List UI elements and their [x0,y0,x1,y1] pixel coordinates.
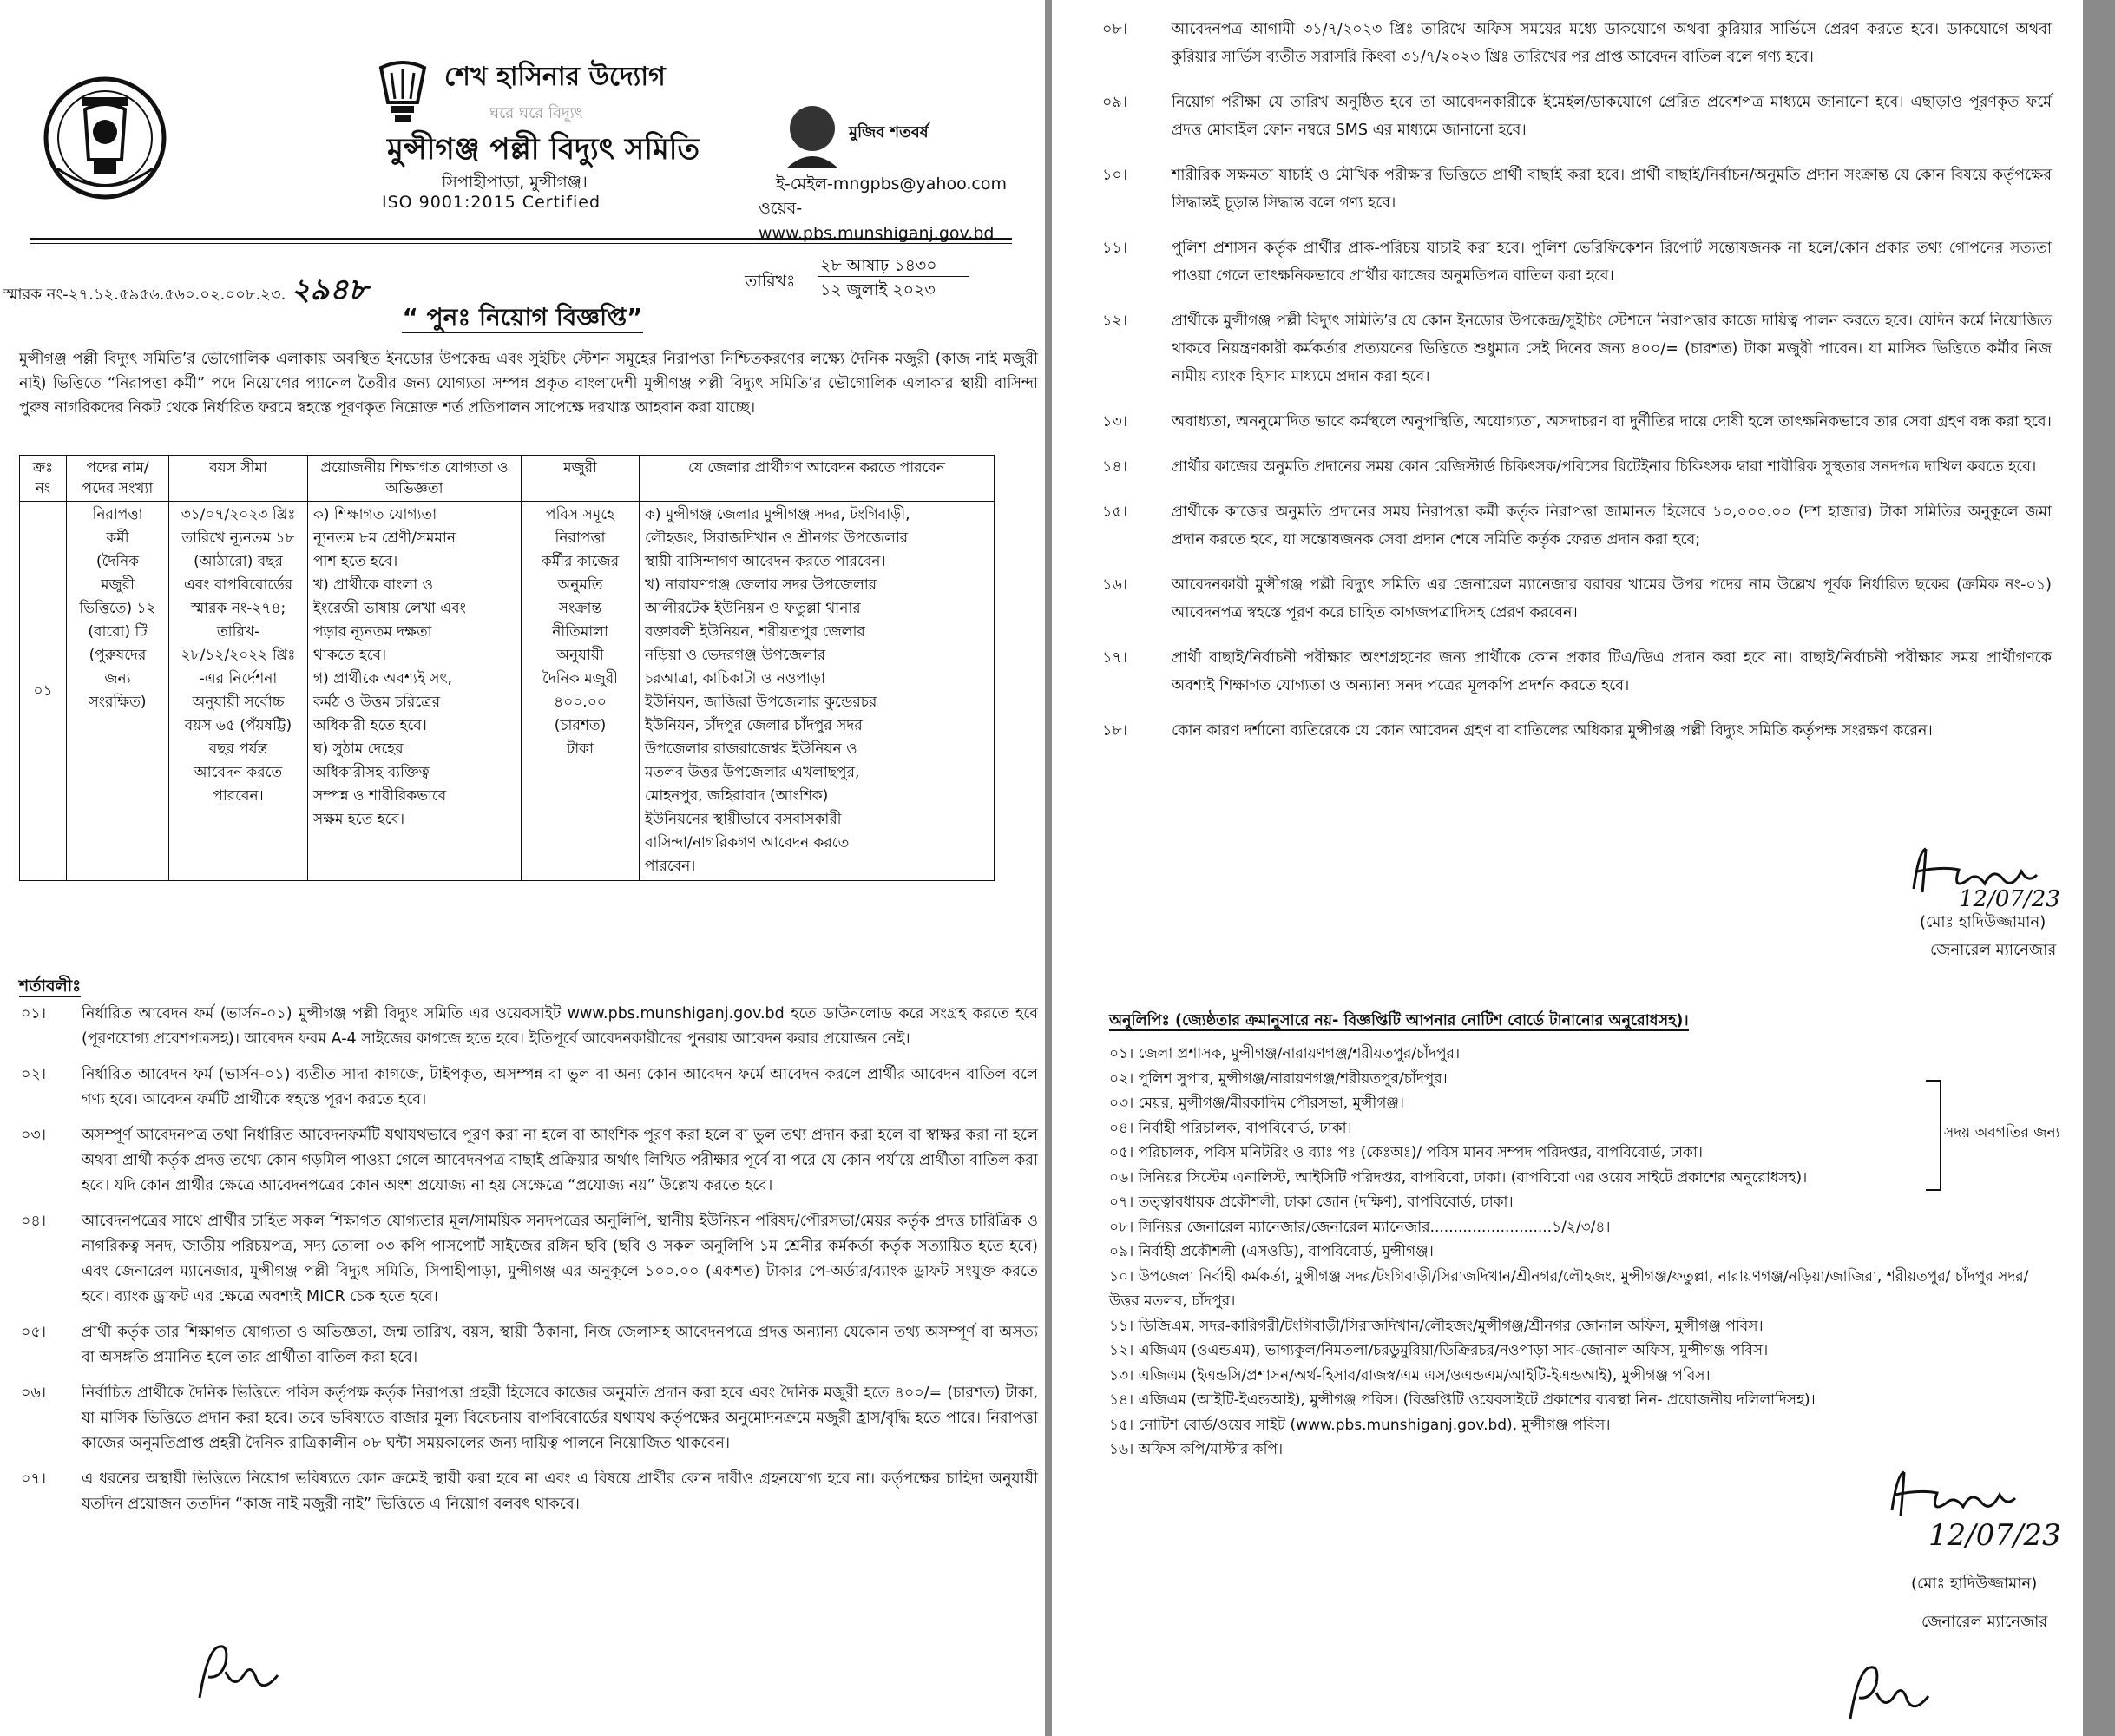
cell-line: স্মারক নং-২৭৪; [190,600,286,617]
notice-page-1 [0,0,1045,1736]
cell-line: ঘ) সুঠাম দেহের [313,740,404,758]
cell-line: (বারো) টি [88,623,148,641]
condition-number: ০৭। [21,1470,47,1488]
cell-line: মজুরী [101,576,135,594]
condition-number: ১৪। [1102,458,1127,476]
gm-signature-2 [1885,1467,2076,1554]
condition-number: ০৬। [21,1384,47,1402]
condition-item [12,1467,1038,1517]
initiative-subtitle: ঘরে ঘরে বিদ্যুৎ [489,104,583,122]
iso-certification: ISO 9001:2015 Certified [382,193,601,212]
condition-item [12,1381,1038,1457]
notice-title-text: “ পুনঃ নিয়োগ বিজ্ঞপ্তি” [402,303,643,332]
cell-line: নীতিমালা [552,623,608,641]
cell-line: নিরাপত্তা [555,529,606,547]
condition-text: নির্ধারিত আবেদন ফর্ম (ভার্সন-০১) মুন্সীগঞ্জ পল্লী বিদ্যুৎ সমিতি এর ওয়েবসাইট www.pbs.munshiganj.gov.bd হতে ডাউনলোড করে সংগ্রহ করতে হবে (পূরণযোগ্য প্রবেশপত্রসহ)। আবেদন ফরম A-4 সাইজের কাগজে হতে হবে। ইতিপূর্বে আবেদনকারীদের পুনরায় আবেদন করার প্রয়োজন নেই। [82,1005,1038,1048]
cell-wage [522,502,640,881]
condition-number: ০৯। [1102,94,1127,111]
intro-paragraph: মুন্সীগঞ্জ পল্লী বিদ্যুৎ সমিতি’র ভৌগোলিক এলাকায় অবস্থিত ইনডোর উপকেন্দ্র এবং সুইচিং স্টেশন সমূহের নিরাপত্তা নিশ্চিতকরণের লক্ষ্যে দৈনিক মজুরী (কাজ নাই মজুরী নাই) ভিত্তিতে “নিরাপত্তা কর্মী” পদে নিয়োগের প্যানেল তৈরীর জন্য যোগ্যতা সম্পন্ন প্রকৃত বাংলাদেশী মুন্সীগঞ্জ পল্লী বিদ্যুৎ সমিতি’র ভৌগোলিক এলাকার স্থায়ী বাসিন্দা পুরুষ নাগরিকদের নিকট থেকে নির্ধারিত ফরমে স্বহস্তে পূরণকৃত নিম্নোক্ত শর্ত প্রতিপালন সাপেক্ষে দরখাস্ত আহবান করা যাচ্ছে। [19,351,1038,417]
svg-text:12/07/23: 12/07/23 [1928,1518,2061,1553]
condition-text: নিয়োগ পরীক্ষা যে তারিখ অনুষ্ঠিত হবে তা আবেদনকারীকে ইমেইল/ডাকযোগে প্রেরিত প্রবেশপত্র মাধ্যমে জানানো হবে। এছাড়াও পূরণকৃত ফর্মে প্রদত্ত মোবাইল ফোন নম্বরে SMS এর মাধ্যমে জানানো হবে। [1172,94,2052,139]
cell-qualification [308,502,522,881]
list-item: ১৪। এজিএম (আইটি-ইএন্ডআই), মুন্সীগঞ্জ পবিস। (বিজ্ঞপ্তিটি ওয়েবসাইটে প্রকাশের ব্যবস্থা নিন- প্রয়োজনীয় দলিলাদিসহ)। [1109,1391,1816,1409]
condition-text: প্রার্থীর কাজের অনুমতি প্রদানের সময় কোন রেজিস্টার্ড চিকিৎসক/পবিসের রিটেইনার চিকিৎসক দ্বারা শারীরিক সুস্থতার সনদপত্র দাখিল করতে হবে। [1172,458,2037,476]
cell-line: ২৮/১২/২০২২ খ্রিঃ [181,647,296,664]
conditions-heading [19,974,81,1002]
condition-number: ১৩। [1102,413,1127,431]
cell-line: থাকতে হবে। [313,647,387,664]
mujib-centenary-logo [778,99,929,168]
list-item: ১৬। অফিস কপি/মাস্টার কপি। [1109,1441,1284,1458]
cell-line: -এর নির্দেশনা [199,670,278,687]
condition-item [1087,16,2052,71]
condition-text: আবেদনকারী মুন্সীগঞ্জ পল্লী বিদ্যুৎ সমিতি এর জেনারেল ম্যানেজার বরাবর খামের উপর পদের নাম উল্লেখ পূর্বক নির্ধারিত ছকের (ক্রমিক নং-০১) আবেদনপত্র স্বহস্তে পূরণ করে চাহিত কাগজপত্রাদিসহ প্রেরণ করবেন। [1172,576,2052,621]
col-age: বয়স সীমা [169,456,308,502]
post-details-table [19,455,995,881]
cell-line: নড়িয়া ও ভেদরগঞ্জ উপজেলার [645,647,826,664]
condition-item [1087,234,2052,290]
condition-number: ০৫। [21,1324,46,1341]
copy-list [1109,1042,2029,1463]
cell-line: তারিখে ন্যূনতম ১৮ [181,529,295,547]
condition-number: ১৮। [1102,722,1127,740]
cell-line: টাকা [566,740,594,758]
cell-line: পারবেন। [645,858,696,875]
letterhead [30,0,1012,260]
cell-line: (পুরুষদের [89,647,147,664]
condition-item [1087,498,2052,554]
list-item: ১২। এজিএম (ওএন্ডএম), ভাগ্যকুল/নিমতলা/চরডুমুরিয়া/ডিক্রিরচর/নওপাড়া সাব-জোনাল অফিস, মুন্সীগঞ্জ পবিস। [1109,1342,1769,1359]
condition-item [1087,408,2052,436]
initiative-title: শেখ হাসিনার উদ্যোগ [444,62,666,92]
cell-line: খ) প্রার্থীকে বাংলা ও [313,576,434,594]
condition-text: পুলিশ প্রশাসন কর্তৃক প্রার্থীর প্রাক-পরিচয় যাচাই করা হবে। পুলিশ ভেরিফিকেশন রিপোর্ট সন্তোষজনক না হলে/কোন প্রকার তথ্য গোপনের সত্যতা পাওয়া গেলে তাৎক্ষনিকভাবে প্রার্থীর কাজের অনুমতিপত্র বাতিল করা হবে। [1172,240,2052,285]
cell-line: সংক্রান্ত [558,600,602,617]
list-item: ০৮। সিনিয়র জেনারেল ম্যানেজার/জেনারেল ম্যানেজার..........................১/২/৩/৪। [1109,1218,1611,1236]
date-divider [818,276,969,277]
condition-item [1087,89,2052,144]
condition-item [1087,717,2052,745]
list-item: ০২। পুলিশ সুপার, মুন্সীগঞ্জ/নারায়ণগঞ্জ/শরীয়তপুর/চাঁদপুর। [1109,1069,1448,1088]
cell-line: কর্মঠ ও উত্তম চরিত্রের [313,694,441,711]
cell-line: সম্পন্ন ও শারীরিকভাবে [313,787,447,805]
condition-text: প্রার্থী বাছাই/নির্বাচনী পরীক্ষার অংশগ্রহণের জন্য প্রার্থীকে কোন প্রকার টিএ/ডিএ প্রদান করা হবে না। বাছাই/নির্বাচনী পরীক্ষার সময় প্রার্থীগণকে অবশ্যই শিক্ষাগত যোগ্যতা ও অন্যান্য সনদ পত্রের মূলকপি প্রদর্শন করতে হবে। [1172,649,2052,694]
condition-text: অবাধ্যতা, অননুমোদিত ভাবে কর্মস্থলে অনুপস্থিতি, অযোগ্যতা, অসদাচরণ বা দুর্নীতির দায়ে দোষী হলে তাৎক্ষনিকভাবে তার সেবা গ্রহণ বন্ধ করা হবে। [1172,413,2052,431]
notice-title [0,299,1045,339]
condition-item [12,1002,1038,1052]
condition-item [12,1123,1038,1199]
cell-line: ন্যূনতম ৮ম শ্রেণী/সমমান [313,529,456,547]
cell-line: মতলব উত্তর উপজেলার এখলাছপুর, [645,764,860,781]
cell-line: ক) মুন্সীগঞ্জ জেলার মুন্সীগঞ্জ সদর, টংগিবাড়ী, [645,506,910,523]
cell-line: পাশ হতে হবে। [313,553,398,570]
cell-line: অনুযায়ী [556,647,604,664]
condition-text: শারীরিক সক্ষমতা যাচাই ও মৌখিক পরীক্ষার ভিত্তিতে প্রার্থী বাছাই করা হবে। প্রার্থী বাছাই/নির্বাচন/অনুমতি প্রদান সংক্রান্ত যে কোন বিষয়ে কর্তৃপক্ষের সিদ্ধান্তই চূড়ান্ত সিদ্ধান্ত বলে গণ্য হবে। [1172,167,2052,212]
condition-text: কোন কারণ দর্শানো ব্যতিরেকে যে কোন আবেদন গ্রহণ বা বাতিলের অধিকার মুন্সীগঞ্জ পল্লী বিদ্যুৎ সমিতি কর্তৃপক্ষ সংরক্ষণ করেন। [1172,722,1933,740]
cell-line: (দৈনিক [95,553,140,570]
condition-number: ১১। [1102,240,1127,257]
cell-line: ইংরেজী ভাষায় লেখা এবং [313,600,466,617]
cell-line: (চারশত) [554,717,607,734]
list-item: ০৭। তত্ত্বাবধায়ক প্রকৌশলী, ঢাকা জোন (দক্ষিণ), বাপবিবোর্ড, ঢাকা। [1109,1194,1514,1211]
cell-post [67,502,169,881]
initial-signature [191,1637,295,1706]
cell-line: (আঠারো) বছর [194,553,283,570]
condition-number: ০১। [21,1005,46,1023]
cell-line: আবেদন করতে [194,764,283,781]
condition-text: নির্ধারিত আবেদন ফর্ম (ভার্সন-০১) ব্যতীত সাদা কাগজে, টাইপকৃত, অসম্পন্ন বা ভুল বা অন্য কোন আবেদন ফর্মে আবেদন করলে প্রার্থীর আবেদন বাতিল বলে গণ্য হবে। আবেদন ফর্মটি প্রার্থীকে স্বহস্তে পূরণ করতে হবে। [82,1066,1038,1108]
condition-number: ০৮। [1102,21,1127,38]
memo-prefix: স্মারক নং-২৭.১২.৫৯৫৬.৫৬০.০২.০০৮.২৩. [3,286,286,304]
cell-districts [640,502,995,881]
table-row [20,502,995,881]
list-item: ০৬। সিনিয়র সিস্টেম এনালিস্ট, আইসিটি পরিদপ্তর, বাপবিবো, ঢাকা। (বাপবিবো এর ওয়েব সাইটে প্রকাশের অনুরোধসহ)। [1109,1168,1808,1187]
condition-item [1087,644,2052,700]
list-item: ০১। জেলা প্রশাসক, মুন্সীগঞ্জ/নারায়ণগঞ্জ/শরীয়তপুর/চাঁদপুর। [1109,1045,1461,1062]
cell-line: দৈনিক মজুরী [542,670,618,687]
conditions-heading-text: শর্তাবলীঃ [19,976,82,996]
cell-line: ভিত্তিতে) ১২ [79,600,156,617]
cell-line: বছর পর্যন্ত [208,740,268,758]
conditions-list-right [1087,16,2052,762]
header-divider [30,238,1012,240]
cell-line: ইউনিয়ন, জাজিরা উপজেলার কুন্ডেরচর [645,694,877,711]
gm-name-2: (মোঃ হাদিউজ্জামান) [1911,1575,2038,1593]
gm-title-1: জেনারেল ম্যানেজার [1930,941,2057,959]
condition-item [1087,161,2052,217]
cell-line: পড়ার ন্যূনতম দক্ষতা [313,623,432,641]
cell-line: অনুমতি [557,576,603,594]
cell-line: ক) শিক্ষাগত যোগ্যতা [313,506,437,523]
condition-text: প্রার্থীকে মুন্সীগঞ্জ পল্লী বিদ্যুৎ সমিতি’র যে কোন ইনডোর উপকেন্দ্র/সুইচিং স্টেশনে নিরাপত্তার কাজে দায়িত্ব পালন করতে হবে। যেদিন কর্মে নিয়োজিত থাকবে নিয়ন্ত্রণকারী কর্মকর্তার প্রত্যয়নের ভিত্তিতে শুধুমাত্র সেই দিনের জন্য ৪০০/= (চারশত) টাকা মজুরী পাবেন। যা মাসিক ভিত্তিতে কর্মীর নিজ নামীয় ব্যাংক হিসাব মাধ্যমে প্রদান করা হবে। [1172,312,2052,385]
cell-line: উপজেলার রাজরাজেশ্বর ইউনিয়ন ও [645,740,857,758]
condition-text: প্রার্থীকে কাজের অনুমতি প্রদানের সময় নিরাপত্তা কর্মী কর্তৃক নিরাপত্তা জামানত হিসেবে ১০,০০০.০০ (দশ হাজার) টাকা সমিতির অনুকূলে জমা প্রদান করতে হবে, যা সন্তোষজনক সেবা প্রদান শেষে সমিতি কর্তৃক ফেরত প্রদান করা হবে; [1172,503,2052,549]
list-item: ০৯। নির্বাহী প্রকৌশলী (এসওডি), বাপবিবোর্ড, মুন্সীগঞ্জ। [1109,1243,1434,1260]
date-label: তারিখঃ [745,272,796,291]
table-header-row [20,456,995,502]
cell-line: স্থায়ী বাসিন্দাগণ আবেদন করতে পারবেন। [645,553,886,570]
gm-signature-1 [1907,840,2115,910]
gm-name-1: (মোঃ হাদিউজ্জামান) [1920,913,2046,931]
organization-address: সিপাহীপাড়া, মুন্সীগঞ্জ। [442,173,588,192]
list-item: ১১। ডিজিএম, সদর-কারিগরী/টংগিবাড়ী/সিরাজদিখান/লৌহজং/মুন্সীগঞ্জ/শ্রীনগর জোনাল অফিস, মুন্সীগঞ্জ পবিস। [1109,1317,1764,1335]
cell-line: কর্মী [106,529,129,547]
list-item: ১৫। নোটিশ বোর্ড/ওয়েব সাইট (www.pbs.munshiganj.gov.bd), মুন্সীগঞ্জ পবিস। [1109,1416,1611,1434]
col-districts: যে জেলার প্রার্থীগণ আবেদন করতে পারবেন [640,456,995,502]
cell-line: পারবেন। [213,787,264,805]
cell-line: সংরক্ষিত) [89,694,147,711]
organization-name: মুন্সীগঞ্জ পল্লী বিদ্যুৎ সমিতি [387,132,700,167]
date-bangla: ২৮ আষাঢ় ১৪৩০ [820,256,937,275]
lamp-logo [372,61,433,128]
condition-item [12,1062,1038,1113]
condition-number: ০৩। [21,1127,47,1144]
cell-line: ৪০০.০০ [554,694,607,711]
cell-line: ইউনিয়নের স্থায়ীভাবে বসবাসকারী [645,811,842,828]
notice-page-2 [1052,0,2083,1736]
copy-list-heading-text: অনুলিপিঃ (জ্যেষ্ঠতার ক্রমানুসারে নয়- বিজ্ঞপ্তিটি আপনার নোটিশ বোর্ডে টানানোর অনুরোধসহ)। [1109,1012,1689,1029]
header-divider-thin [30,243,1012,244]
cell-line: আলীরটেক ইউনিয়ন ও ফতুল্লা থানার [645,600,861,617]
cell-age [169,502,308,881]
condition-number: ০২। [21,1066,47,1083]
condition-text: অসম্পূর্ণ আবেদনপত্র তথা নির্ধারিত আবেদনফর্মটি যথাযথভাবে পূরণ করা না হলে বা আংশিক পূরণ করা হলে বা ভুল তথ্য প্রদান করা হলে বা স্বাক্ষর করা না হলে অথবা প্রার্থী কর্তৃক প্রদত্ত তথ্যে কোন গড়মিল পাওয়া গেলে আবেদনপত্র বাছাই প্রক্রিয়ার অর্থাৎ লিখিত পরীক্ষার পূর্বে বা পরে যে কোন পর্যায়ে প্রার্থীতা বাতিল করা হবে। যদি কোন প্রার্থীর ক্ষেত্রে আবেদনপত্রের কোন অংশ প্রযোজ্য না হয় সেক্ষেত্রে “প্রযোজ্য নয়” উল্লেখ করতে হবে। [82,1127,1038,1194]
cell-line: পবিস সমূহে [546,506,614,523]
condition-item [12,1320,1038,1371]
list-item: ০৩। মেয়র, মুন্সীগঞ্জ/মীরকাদিম পৌরসভা, মুন্সীগঞ্জ। [1109,1095,1404,1112]
conditions-list-left [12,1002,1038,1528]
condition-text: এ ধরনের অস্থায়ী ভিত্তিতে নিয়োগ ভবিষ্যতে কোন ক্রমেই স্থায়ী করা হবে না এবং এ বিষয়ে প্রার্থীর কোন দাবীও গ্রহনযোগ্য হবে না। কর্তৃপক্ষের চাহিদা অনুযায়ী যতদিন প্রয়োজন ততদিন “কাজ নাই মজুরী নাই” ভিত্তিতে এ নিয়োগ বলবৎ থাকবে। [82,1470,1038,1513]
cell-line: বাসিন্দা/নাগরিকগণ আবেদন করতে [645,834,850,852]
list-item: ১০। উপজেলা নির্বাহী কর্মকর্তা, মুন্সীগঞ্জ সদর/টংগিবাড়ী/সিরাজদিখান/শ্রীনগর/লৌহজং, মুন্সীগঞ্জ/ফতুল্লা, নারায়ণগঞ্জ/নড়িয়া/জাজিরা, শরীয়তপুর/ চাঁদপুর সদর/উত্তর মতলব, চাঁদপুর। [1109,1267,2029,1310]
condition-item [1087,571,2052,627]
cell-line: মোহনপুর, জহিরাবাদ (আংশিক) [645,787,829,805]
list-item: ১৩। এজিএম (ইএন্ডসি/প্রশাসন/অর্থ-হিসাব/রাজস্ব/এম এস/ওএন্ডএম/আইটি-ইএন্ডআই), মুন্সীগঞ্জ পবিস। [1109,1366,1711,1384]
pbs-emblem-logo [40,73,170,203]
cell-line: গ) প্রার্থীকে অবশ্যই সৎ, [313,670,452,687]
condition-text: আবেদনপত্র আগামী ৩১/৭/২০২৩ খ্রিঃ তারিখে অফিস সময়ের মধ্যে ডাকযোগে অথবা কুরিয়ার সার্ভিসে প্রেরণ করতে হবে। ডাকযোগে অথবা কুরিয়ার সার্ভিস ব্যতীত সরাসরি কিংবা ৩১/৭/২০২৩ খ্রিঃ তারিখের পর প্রাপ্ত আবেদন বাতিল বলে গণ্য হবে। [1172,21,2052,66]
cell-line: এবং বাপবিবোর্ডের [183,576,293,594]
col-qualification: প্রয়োজনীয় শিক্ষাগত যোগ্যতা ও অভিজ্ঞতা [308,456,522,502]
cell-line: বয়স ৬৫ (পঁয়ষট্টি) [184,717,292,734]
condition-item [1087,453,2052,481]
date-gregorian: ১২ জুলাই ২০২৩ [820,280,936,299]
copy-list-bracket [1926,1080,1941,1191]
bracket-note: সদয় অবগতির জন্য [1944,1124,2060,1141]
condition-item [1087,307,2052,391]
mujib-badge-text: মুজিব শতবর্ষ [849,123,929,141]
col-serial: ক্রঃ নং [20,456,67,502]
condition-text: আবেদনপত্রের সাথে প্রার্থীর চাহিত সকল শিক্ষাগত যোগ্যতার মূল/সাময়িক সনদপত্রের অনুলিপি, স্থানীয় ইউনিয়ন পরিষদ/পৌরসভা/মেয়র কর্তৃক প্রদত্ত চারিত্রিক ও নাগরিকত্ব সনদ, জাতীয় পরিচয়পত্র, সদ্য তোলা ০৩ কপি পাসপোর্ট সাইজের রঙ্গিন ছবি (ছবি ও সকল অনুলিপি ১ম শ্রেনীর কর্মকর্তা কর্তৃক সত্যায়িত হতে হবে) এবং জেনারেল ম্যানেজার, মুন্সীগঞ্জ পল্লী বিদ্যুৎ সমিতি, সিপাহীপাড়া, মুন্সীগঞ্জ এর অনুকূলে ১০০.০০ (একশত) টাকার পে-অর্ডার/ব্যাংক ড্রাফট সংযুক্ত করতে হবে। ব্যাংক ড্রাফট এর ক্ষেত্রে অবশ্যই MICR চেক হতে হবে। [82,1213,1038,1305]
cell-line: লৌহজং, সিরাজদিখান ও শ্রীনগর উপজেলার [645,529,909,547]
gm-title-2: জেনারেল ম্যানেজার [1921,1613,2048,1631]
cell-line: অনুযায়ী সর্বোচ্চ [192,694,285,711]
col-wage: মজুরী [522,456,640,502]
list-item: ০৫। পরিচালক, পবিস মনিটরিং ও ব্যাঃ পঃ (কেঃঅঃ)/ পবিস মানব সম্পদ পরিদপ্তর, বাপবিবোর্ড, ঢাকা। [1109,1144,1703,1161]
condition-number: ১৬। [1102,576,1127,594]
cell-line: অধিকারী হতে হবে। [313,717,427,734]
cell-line: জন্য [104,670,131,687]
initial-signature-2 [1842,1658,1946,1727]
condition-text: প্রার্থী কর্তৃক তার শিক্ষাগত যোগ্যতা ও অভিজ্ঞতা, জন্ম তারিখ, বয়স, স্থায়ী ঠিকানা, নিজ জেলাসহ আবেদনপত্রে প্রদত্ত অন্যান্য যেকোন তথ্য অসম্পূর্ণ বা অসত্য বা অসঙ্গতি প্রমানিত হলে তার প্রার্থীতা বাতিল করা হবে। [82,1324,1038,1366]
cell-line: কর্মীর কাজের [541,553,620,570]
condition-item [12,1209,1038,1310]
svg-text:12/07/23: 12/07/23 [1959,886,2060,912]
condition-number: ১২। [1102,312,1127,330]
memo-handwritten-number: ২৯৪৮ [291,273,368,307]
col-post: পদের নাম/ পদের সংখ্যা [67,456,169,502]
cell-line: নিরাপত্তা [92,506,143,523]
condition-number: ১৫। [1102,503,1127,521]
cell-serial: ০১ [20,502,67,881]
cell-line: চরআত্রা, কাচিকাটা ও নওপাড়া [645,670,825,687]
copy-list-heading [1109,1009,1689,1035]
website-address: ওয়েব- www.pbs.munshiganj.gov.bd [759,199,995,243]
cell-line: বক্তাবলী ইউনিয়ন, শরীয়তপুর জেলার [645,623,865,641]
cell-line: তারিখ- [216,623,260,641]
email-address: ই-মেইল-mngpbs@yahoo.com [776,174,1007,194]
cell-line: ইউনিয়ন, চাঁদপুর জেলার চাঁদপুর সদর [645,717,863,734]
cell-line: অধিকারীসহ ব্যক্তিত্ব [313,764,430,781]
condition-number: ০৪। [21,1213,46,1230]
cell-line: খ) নারায়ণগঞ্জ জেলার সদর উপজেলার [645,576,877,594]
list-item: ০৪। নির্বাহী পরিচালক, বাপবিবোর্ড, ঢাকা। [1109,1119,1352,1137]
cell-line: ৩১/০৭/২০২৩ খ্রিঃ [181,506,296,523]
condition-number: ১৭। [1102,649,1127,667]
condition-number: ১০। [1102,167,1127,184]
condition-text: নির্বাচিত প্রার্থীকে দৈনিক ভিত্তিতে পবিস কর্তৃপক্ষ কর্তৃক নিরাপত্তা প্রহরী হিসেবে কাজের অনুমতি প্রদান করা হবে এবং দৈনিক মজুরী হতে ৪০০/= (চারশত) টাকা, যা মাসিক ভিত্তিতে প্রদান করা হবে। তবে ভবিষ্যতে বাজার মূল্য বিবেচনায় বাপবিবোর্ডের যথাযথ কর্তৃপক্ষের অনুমোদনক্রমে মজুরী হ্রাস/বৃদ্ধি হতে পারে। নিরাপত্তা কাজের অনুমতিপ্রাপ্ত প্রহরী দৈনিক রাত্রিকালীন ০৮ ঘন্টা সময়কালের জন্য দায়িত্ব পালনে নিয়োজিত থাকবেন। [82,1384,1038,1452]
cell-line: সক্ষম হতে হবে। [313,811,405,828]
